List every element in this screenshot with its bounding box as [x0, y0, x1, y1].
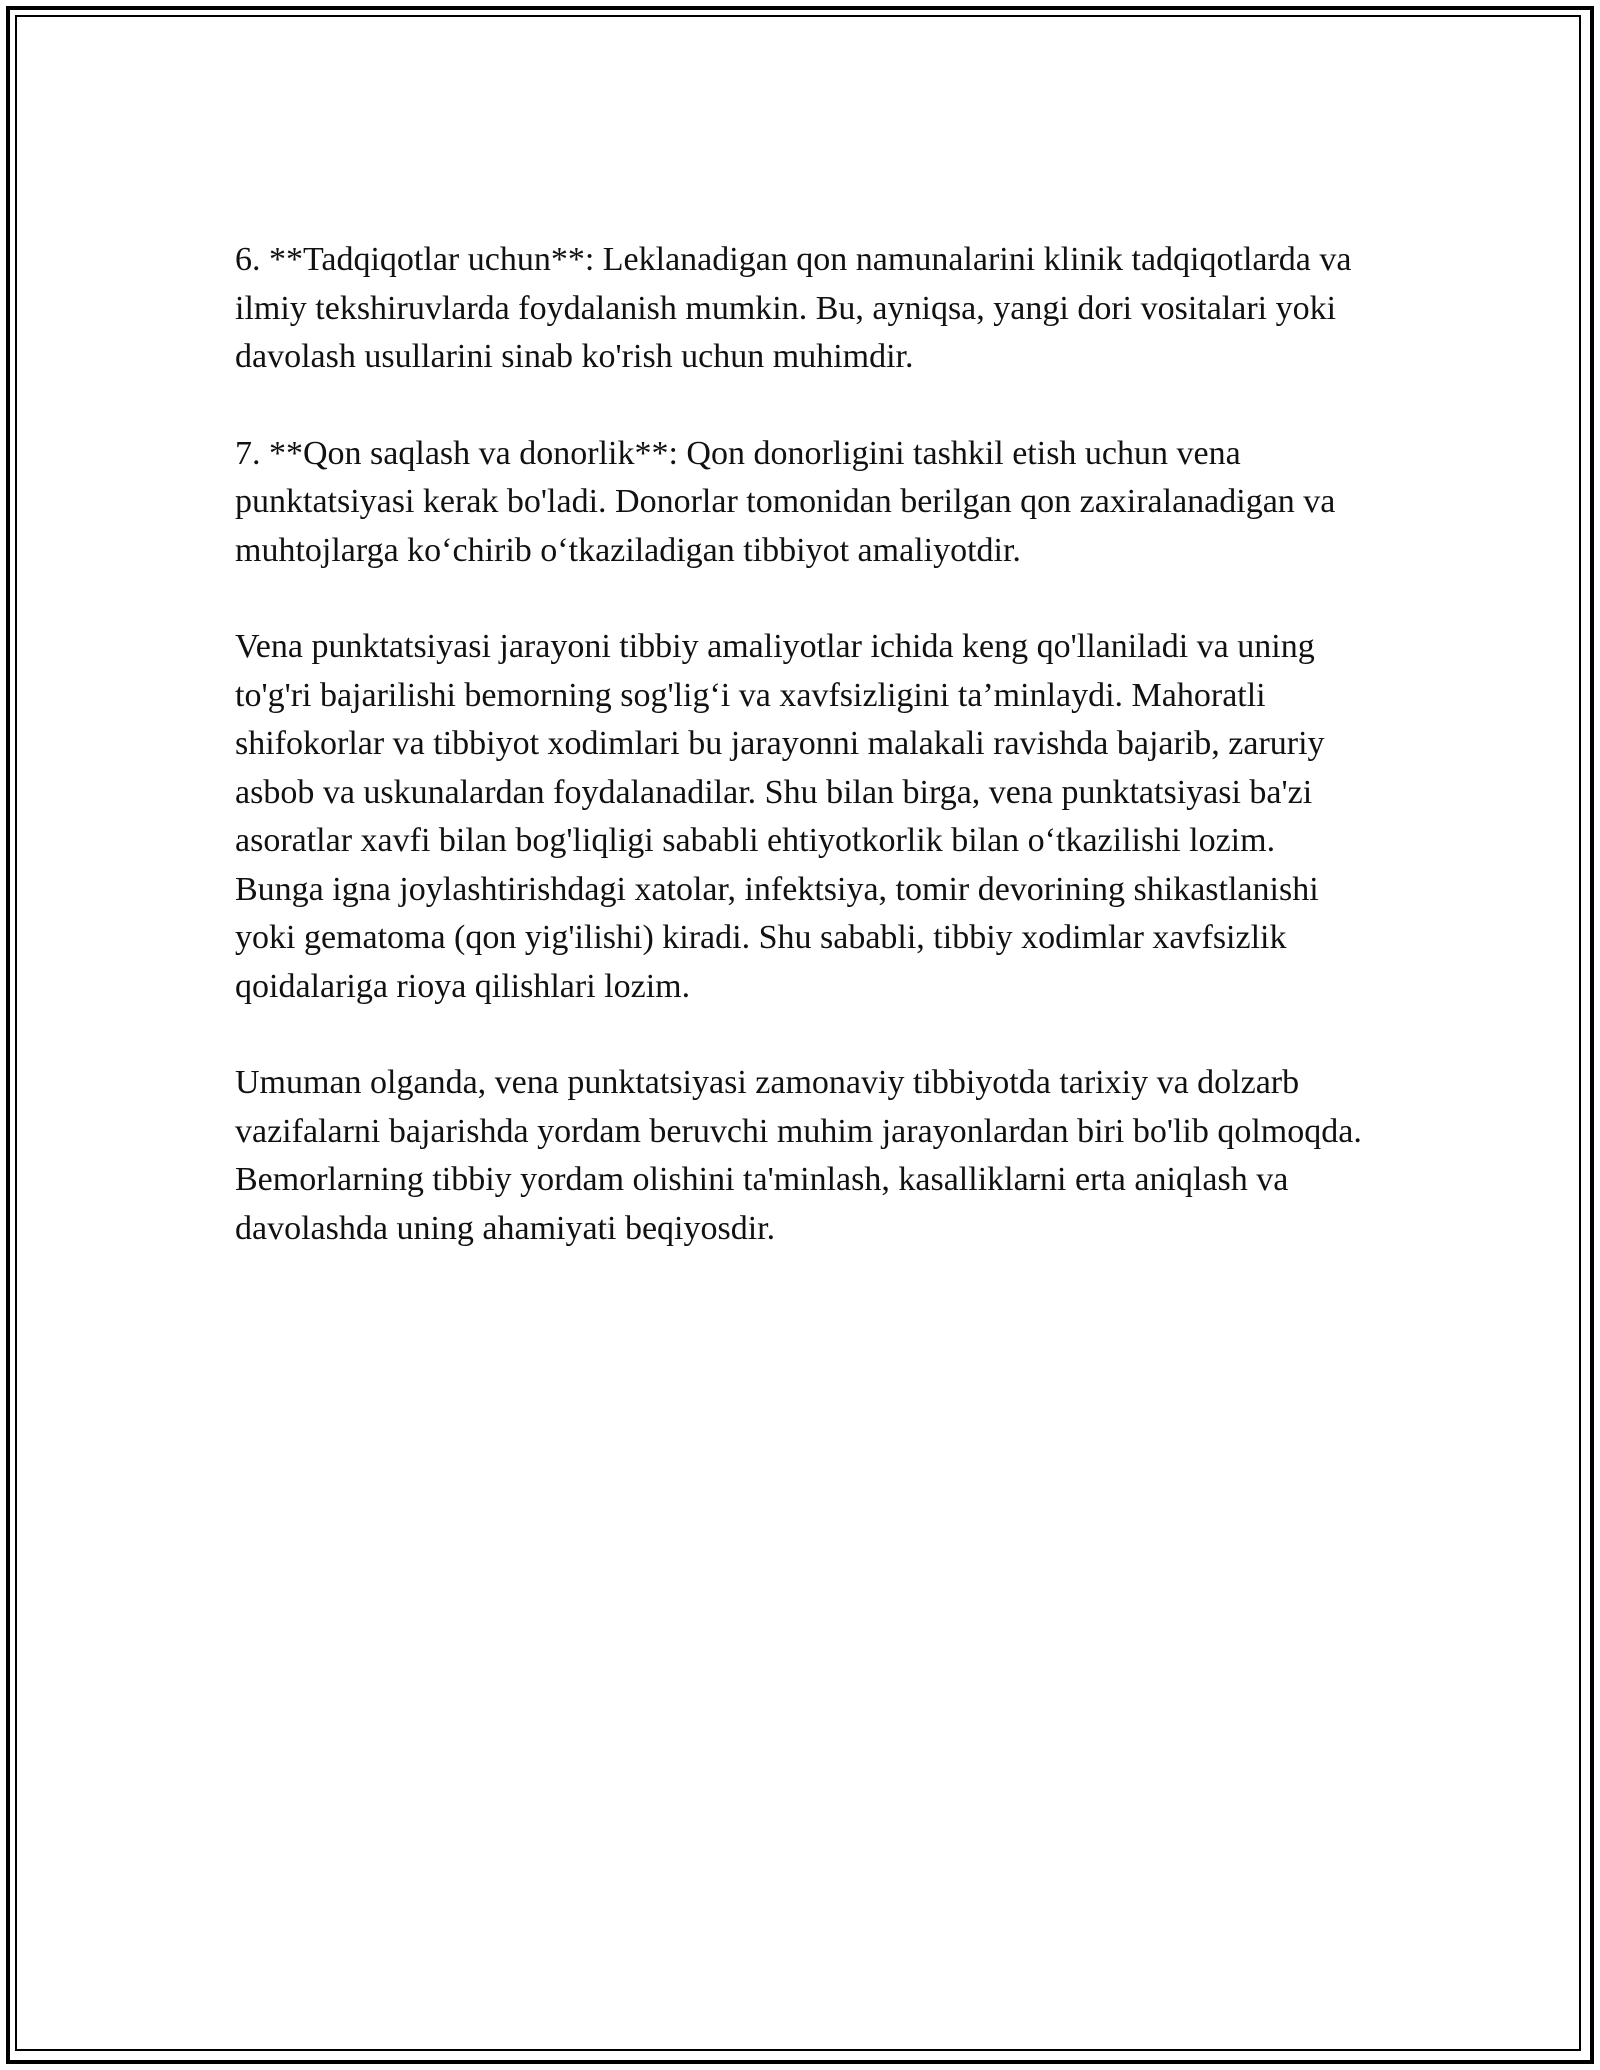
document-body — [235, 236, 1370, 1253]
paragraph-blood-donation-item: 7. **Qon saqlash va donorlik**: Qon donorligini tashkil etish uchun vena punktatsiyasi kerak bo'ladi. Donorlar tomonidan berilgan qon zaxiralanadigan va muhtojlarga ko‘chirib o‘tkaziladigan tibbiyot amaliyotdir. — [235, 434, 1336, 569]
paragraph-conclusion: Umuman olganda, vena punktatsiyasi zamonaviy tibbiyotda tarixiy va dolzarb vazifalarni bajarishda yordam beruvchi muhim jarayonlardan biri bo'lib qolmoqda. Bemorlarning tibbiy yordam olishini ta'minlash, kasalliklarni erta aniqlash va davolashda uning ahamiyati beqiyosdir. — [235, 1064, 1362, 1247]
paragraph-research-item: 6. **Tadqiqotlar uchun**: Leklanadigan qon namunalarini klinik tadqiqotlarda va ilmiy tekshiruvlarda foydalanish mumkin. Bu, ayniqsa, yangi dori vositalari yoki davolash usullarini sinab ko'rish uchun muhimdir. — [235, 241, 1352, 375]
paragraph-venipuncture-safety: Vena punktatsiyasi jarayoni tibbiy amaliyotlar ichida keng qo'llaniladi va uning to'g'ri bajarilishi bemorning sog'lig‘i va xavfsizligini ta’minlaydi. Mahoratli shifokorlar va tibbiyot xodimlari bu jarayonni malakali ravishda bajarib, zaruriy asbob va uskunalardan foydalanadilar. Shu bilan birga, vena punktatsiyasi ba'zi asoratlar xavfi bilan bog'liqligi sababli ehtiyotkorlik bilan o‘tkazilishi lozim. Bunga igna joylashtirishdagi xatolar, infektsiya, tomir devorining shikastlanishi yoki gematoma (qon yig'ilishi) kiradi. Shu sababli, tibbiy xodimlar xavfsizlik qoidalariga rioya qilishlari lozim. — [235, 628, 1325, 1005]
